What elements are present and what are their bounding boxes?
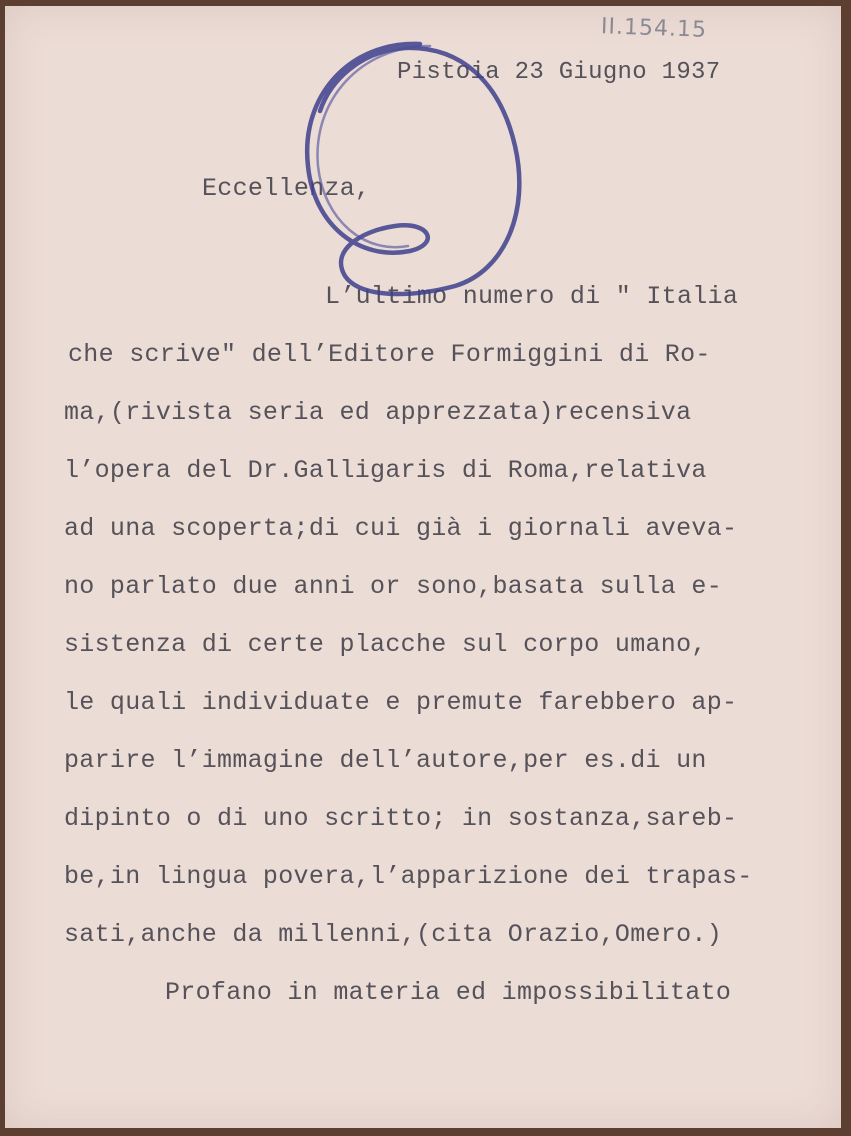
body-line: sati,anche da millenni,(cita Orazio,Omero.) [64,920,723,949]
body-line: Profano in materia ed impossibilitato [165,978,732,1007]
body-line: sistenza di certe placche sul corpo umano, [64,630,707,659]
body-line: L’ultimo numero di " Italia [325,282,739,311]
body-line: be,in lingua povera,l’apparizione dei trapas- [64,862,753,891]
body-line: ad una scoperta;di cui già i giornali aveva- [64,514,738,543]
body-line: ma,(rivista seria ed apprezzata)recensiva [64,398,692,427]
body-line: che scrive" dell’Editore Formiggini di Ro- [68,340,711,369]
salutation: Eccellenza, [202,174,371,203]
date-line: Pistoia 23 Giugno 1937 [397,59,721,86]
body-line: no parlato due anni or sono,basata sulla e- [64,572,723,601]
archive-mark: II.154.15 [600,14,708,43]
body-line: l’opera del Dr.Galligaris di Roma,relativa [64,456,707,485]
letter-page [5,6,841,1128]
body-line: dipinto o di uno scritto; in sostanza,sareb- [64,804,738,833]
body-line: parire l’immagine dell’autore,per es.di un [64,746,707,775]
body-line: le quali individuate e premute farebbero ap- [64,688,738,717]
